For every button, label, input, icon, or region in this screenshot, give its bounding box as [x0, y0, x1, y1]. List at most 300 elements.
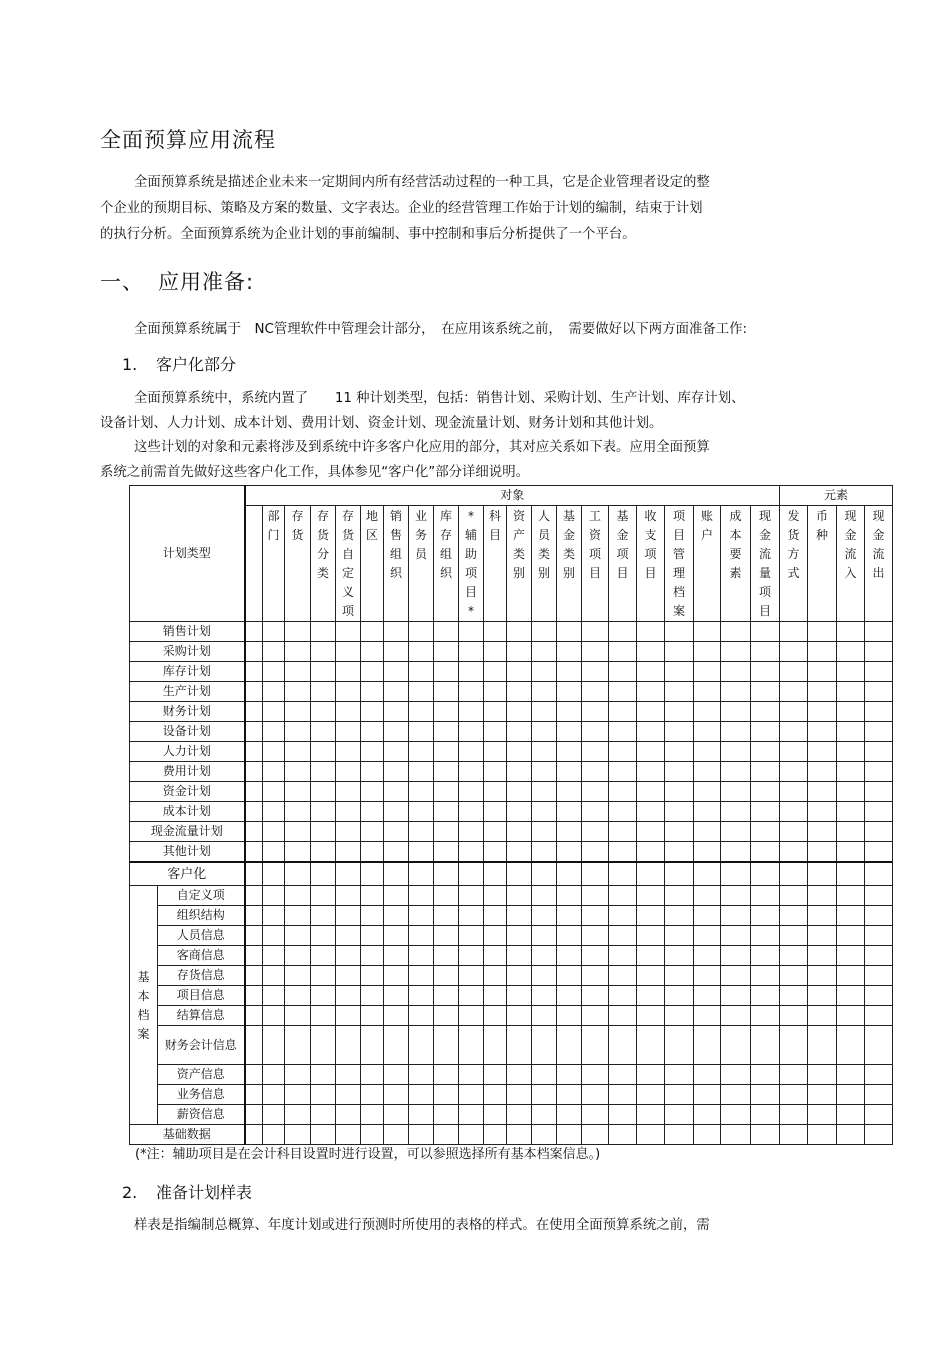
grid-cell — [609, 1006, 637, 1026]
archive-row — [130, 1105, 893, 1125]
grid-cell — [837, 966, 865, 986]
grid-cell — [434, 862, 459, 886]
grid-cell — [751, 662, 780, 682]
grid-cell — [751, 762, 780, 782]
grid-cell — [865, 802, 893, 822]
grid-cell — [694, 966, 721, 986]
grid-cell — [751, 1026, 780, 1065]
grid-cell — [582, 702, 609, 722]
grid-cell — [808, 862, 837, 886]
grid-cell — [865, 762, 893, 782]
grid-cell — [245, 722, 263, 742]
grid-cell — [484, 1125, 507, 1145]
grid-cell — [582, 1085, 609, 1105]
grid-cell — [637, 722, 665, 742]
grid-cell — [384, 722, 409, 742]
grid-cell — [507, 926, 532, 946]
grid-cell — [721, 642, 751, 662]
grid-cell — [665, 966, 694, 986]
plan-object-table — [129, 485, 893, 1145]
grid-cell — [434, 642, 459, 662]
grid-cell — [557, 762, 582, 782]
grid-cell — [780, 722, 808, 742]
grid-cell — [865, 822, 893, 842]
grid-cell — [557, 662, 582, 682]
grid-cell — [780, 842, 808, 863]
grid-cell — [865, 642, 893, 662]
grid-cell — [336, 966, 361, 986]
grid-cell — [808, 926, 837, 946]
grid-cell — [665, 1085, 694, 1105]
grid-cell — [665, 762, 694, 782]
grid-cell — [721, 1065, 751, 1085]
grid-cell — [808, 986, 837, 1006]
grid-cell — [837, 642, 865, 662]
plan-row — [130, 662, 893, 682]
grid-cell — [582, 886, 609, 906]
grid-cell — [434, 742, 459, 762]
archive-row — [130, 946, 893, 966]
grid-cell — [751, 822, 780, 842]
grid-cell — [434, 1065, 459, 1085]
grid-cell — [637, 1006, 665, 1026]
grid-cell — [865, 682, 893, 702]
grid-cell — [361, 1125, 384, 1145]
grid-cell — [285, 762, 311, 782]
grid-cell — [808, 802, 837, 822]
grid-cell — [637, 1026, 665, 1065]
grid-cell — [751, 1065, 780, 1085]
grid-cell — [245, 822, 263, 842]
grid-cell — [434, 906, 459, 926]
grid-cell — [609, 862, 637, 886]
grid-cell — [263, 862, 285, 886]
grid-cell — [484, 702, 507, 722]
grid-cell — [694, 722, 721, 742]
plan-row — [130, 682, 893, 702]
grid-cell — [751, 682, 780, 702]
grid-cell — [459, 1105, 484, 1125]
grid-cell — [665, 1026, 694, 1065]
grid-cell — [311, 986, 336, 1006]
grid-cell — [434, 926, 459, 946]
archive-row-label: 自定义项 — [158, 886, 245, 906]
grid-cell — [532, 802, 557, 822]
grid-cell — [459, 622, 484, 642]
grid-cell — [721, 946, 751, 966]
grid-cell — [245, 1105, 263, 1125]
grid-cell — [865, 966, 893, 986]
grid-cell — [459, 966, 484, 986]
grid-cell — [721, 782, 751, 802]
object-column-header: 成 本 要 素 — [721, 506, 751, 622]
grid-cell — [484, 966, 507, 986]
grid-cell — [808, 886, 837, 906]
grid-cell — [311, 702, 336, 722]
grid-cell — [409, 722, 434, 742]
grid-cell — [484, 926, 507, 946]
grid-cell — [721, 722, 751, 742]
grid-cell — [865, 1026, 893, 1065]
grid-cell — [837, 762, 865, 782]
grid-cell — [808, 1026, 837, 1065]
grid-cell — [665, 1065, 694, 1085]
grid-cell — [285, 642, 311, 662]
section-text: 全面预算系统属于 NC管理软件中管理会计部分， 在应用该系统之前， 需要做好以下两方面准备工作: — [134, 322, 748, 337]
grid-cell — [665, 822, 694, 842]
archive-row-label: 项目信息 — [158, 986, 245, 1006]
grid-cell — [532, 722, 557, 742]
grid-cell — [780, 1085, 808, 1105]
object-column-header: 资 产 类 别 — [507, 506, 532, 622]
grid-cell — [557, 926, 582, 946]
grid-cell — [837, 722, 865, 742]
grid-cell — [751, 642, 780, 662]
grid-cell — [808, 842, 837, 863]
grid-cell — [263, 742, 285, 762]
grid-cell — [865, 662, 893, 682]
grid-cell — [507, 986, 532, 1006]
grid-cell — [665, 946, 694, 966]
grid-cell — [311, 966, 336, 986]
grid-cell — [263, 842, 285, 863]
grid-cell — [285, 1105, 311, 1125]
grid-cell — [721, 1125, 751, 1145]
grid-cell — [507, 1026, 532, 1065]
grid-cell — [837, 926, 865, 946]
grid-cell — [361, 802, 384, 822]
grid-cell — [336, 682, 361, 702]
grid-cell — [665, 862, 694, 886]
grid-cell — [582, 722, 609, 742]
grid-cell — [808, 622, 837, 642]
grid-cell — [409, 1065, 434, 1085]
grid-cell — [311, 842, 336, 863]
grid-cell — [311, 642, 336, 662]
grid-cell — [263, 662, 285, 682]
page-title: 全面预算应用流程 — [100, 128, 276, 152]
grid-cell — [609, 782, 637, 802]
grid-cell — [532, 782, 557, 802]
grid-cell — [780, 662, 808, 682]
grid-cell — [751, 842, 780, 863]
plan-row — [130, 782, 893, 802]
grid-cell — [780, 702, 808, 722]
grid-cell — [532, 742, 557, 762]
archive-row-label: 薪资信息 — [158, 1105, 245, 1125]
grid-cell — [721, 1026, 751, 1065]
grid-cell — [409, 906, 434, 926]
grid-cell — [665, 802, 694, 822]
grid-cell — [637, 1065, 665, 1085]
grid-cell — [865, 1125, 893, 1145]
archive-row-label: 资产信息 — [158, 1065, 245, 1085]
grid-cell — [780, 926, 808, 946]
grid-cell — [780, 762, 808, 782]
grid-cell — [865, 1006, 893, 1026]
grid-cell — [532, 986, 557, 1006]
grid-cell — [532, 1125, 557, 1145]
grid-cell — [384, 622, 409, 642]
grid-cell — [780, 1006, 808, 1026]
grid-cell — [285, 682, 311, 702]
grid-cell — [459, 802, 484, 822]
grid-cell — [361, 742, 384, 762]
grid-cell — [609, 762, 637, 782]
grid-cell — [532, 966, 557, 986]
grid-cell — [532, 926, 557, 946]
grid-cell — [459, 1026, 484, 1065]
grid-cell — [808, 1065, 837, 1085]
grid-cell — [263, 1125, 285, 1145]
grid-cell — [434, 622, 459, 642]
grid-cell — [434, 886, 459, 906]
grid-cell — [409, 762, 434, 782]
grid-cell — [609, 906, 637, 926]
grid-cell — [245, 946, 263, 966]
grid-cell — [507, 762, 532, 782]
plan-type-header: 计划类型 — [130, 486, 245, 622]
grid-cell — [336, 1006, 361, 1026]
grid-cell — [837, 946, 865, 966]
grid-cell — [384, 1006, 409, 1026]
grid-cell — [285, 822, 311, 842]
grid-cell — [245, 782, 263, 802]
plan-row-label: 费用计划 — [130, 762, 245, 782]
intro-line: 全面预算系统是描述企业未来一定期间内所有经营活动过程的一种工具，它是企业管理者设定的整 — [134, 175, 710, 190]
grid-cell — [384, 986, 409, 1006]
grid-cell — [721, 802, 751, 822]
grid-cell — [808, 966, 837, 986]
grid-cell — [751, 722, 780, 742]
grid-cell — [751, 926, 780, 946]
grid-cell — [245, 1085, 263, 1105]
grid-cell — [532, 1105, 557, 1125]
grid-cell — [751, 1105, 780, 1125]
grid-cell — [694, 1006, 721, 1026]
grid-cell — [459, 742, 484, 762]
grid-cell — [582, 946, 609, 966]
grid-cell — [484, 1006, 507, 1026]
grid-cell — [557, 802, 582, 822]
grid-cell — [484, 1085, 507, 1105]
grid-cell — [384, 886, 409, 906]
grid-cell — [409, 682, 434, 702]
section-heading: 一、 应用准备: — [100, 270, 255, 294]
grid-cell — [780, 622, 808, 642]
object-column-header: 部 门 — [263, 506, 285, 622]
grid-cell — [780, 906, 808, 926]
grid-cell — [557, 782, 582, 802]
grid-cell — [582, 1006, 609, 1026]
grid-cell — [721, 966, 751, 986]
grid-cell — [484, 742, 507, 762]
grid-cell — [311, 762, 336, 782]
grid-cell — [637, 742, 665, 762]
archive-row — [130, 1026, 893, 1065]
base-data-label: 基础数据 — [130, 1125, 245, 1145]
grid-cell — [409, 642, 434, 662]
grid-cell — [285, 702, 311, 722]
grid-cell — [245, 862, 263, 886]
grid-cell — [582, 906, 609, 926]
grid-cell — [665, 662, 694, 682]
grid-cell — [582, 682, 609, 702]
grid-cell — [780, 986, 808, 1006]
intro-line: 个企业的预期目标、策略及方案的数量、文字表达。企业的经营管理工作始于计划的编制，结束于计划 — [100, 201, 703, 216]
grid-cell — [582, 1026, 609, 1065]
grid-cell — [532, 1065, 557, 1085]
grid-cell — [263, 1065, 285, 1085]
grid-cell — [484, 722, 507, 742]
plan-row-label: 设备计划 — [130, 722, 245, 742]
grid-cell — [609, 986, 637, 1006]
object-column-header: 基 金 项 目 — [609, 506, 637, 622]
grid-cell — [665, 722, 694, 742]
grid-cell — [285, 782, 311, 802]
grid-cell — [384, 802, 409, 822]
grid-cell — [409, 1085, 434, 1105]
grid-cell — [865, 842, 893, 863]
plan-row — [130, 702, 893, 722]
grid-cell — [245, 1006, 263, 1026]
grid-cell — [459, 822, 484, 842]
grid-cell — [557, 822, 582, 842]
grid-cell — [484, 842, 507, 863]
grid-cell — [459, 782, 484, 802]
grid-cell — [637, 926, 665, 946]
grid-cell — [409, 966, 434, 986]
grid-cell — [694, 762, 721, 782]
grid-cell — [263, 802, 285, 822]
grid-cell — [780, 742, 808, 762]
grid-cell — [285, 1026, 311, 1065]
grid-cell — [694, 642, 721, 662]
sub1-line: 系统之前需首先做好这些客户化工作，具体参见“客户化”部分详细说明。 — [100, 465, 529, 480]
object-column-header: 地 区 — [361, 506, 384, 622]
grid-cell — [694, 822, 721, 842]
grid-cell — [459, 926, 484, 946]
grid-cell — [434, 802, 459, 822]
grid-cell — [665, 782, 694, 802]
object-column-header: 销 售 组 织 — [384, 506, 409, 622]
grid-cell — [434, 986, 459, 1006]
grid-cell — [384, 822, 409, 842]
grid-cell — [837, 1085, 865, 1105]
grid-cell — [865, 906, 893, 926]
grid-cell — [336, 906, 361, 926]
grid-cell — [532, 762, 557, 782]
grid-cell — [361, 702, 384, 722]
grid-cell — [384, 1065, 409, 1085]
grid-cell — [532, 642, 557, 662]
object-column-header: 科 目 — [484, 506, 507, 622]
archive-row-label: 结算信息 — [158, 1006, 245, 1026]
grid-cell — [582, 742, 609, 762]
grid-cell — [361, 966, 384, 986]
table-note: (*注：辅助项目是在会计科目设置时进行设置，可以参照选择所有基本档案信息。) — [135, 1147, 601, 1162]
grid-cell — [263, 966, 285, 986]
grid-cell — [837, 886, 865, 906]
grid-cell — [384, 1125, 409, 1145]
grid-cell — [361, 682, 384, 702]
grid-cell — [637, 1105, 665, 1125]
grid-cell — [721, 1006, 751, 1026]
grid-cell — [582, 1125, 609, 1145]
grid-cell — [361, 1006, 384, 1026]
grid-cell — [311, 822, 336, 842]
grid-cell — [285, 1085, 311, 1105]
grid-cell — [609, 742, 637, 762]
grid-cell — [263, 762, 285, 782]
grid-cell — [557, 1006, 582, 1026]
archive-row — [130, 1006, 893, 1026]
sub2-text: 样表是指编制总概算、年度计划或进行预测时所使用的表格的样式。在使用全面预算系统之前，需 — [134, 1218, 710, 1233]
grid-cell — [263, 986, 285, 1006]
plan-row-label: 现金流量计划 — [130, 822, 245, 842]
grid-cell — [409, 886, 434, 906]
grid-cell — [507, 662, 532, 682]
grid-cell — [409, 1026, 434, 1065]
grid-cell — [721, 742, 751, 762]
grid-cell — [484, 1026, 507, 1065]
grid-cell — [311, 1065, 336, 1085]
grid-cell — [285, 906, 311, 926]
grid-cell — [459, 886, 484, 906]
grid-cell — [637, 906, 665, 926]
gap-cell — [245, 506, 263, 622]
grid-cell — [609, 946, 637, 966]
grid-cell — [694, 946, 721, 966]
subsection-heading: 1. 客户化部分 — [122, 355, 237, 374]
customize-label: 客户化 — [130, 862, 245, 886]
grid-cell — [245, 926, 263, 946]
grid-cell — [532, 822, 557, 842]
grid-cell — [361, 1026, 384, 1065]
grid-cell — [459, 1065, 484, 1085]
grid-cell — [263, 622, 285, 642]
grid-cell — [245, 966, 263, 986]
grid-cell — [694, 842, 721, 863]
grid-cell — [336, 1026, 361, 1065]
grid-cell — [361, 762, 384, 782]
grid-cell — [665, 986, 694, 1006]
grid-cell — [751, 782, 780, 802]
grid-cell — [694, 662, 721, 682]
grid-cell — [837, 822, 865, 842]
plan-row-label: 其他计划 — [130, 842, 245, 863]
grid-cell — [837, 862, 865, 886]
grid-cell — [865, 1105, 893, 1125]
grid-cell — [263, 702, 285, 722]
grid-cell — [336, 662, 361, 682]
grid-cell — [609, 1105, 637, 1125]
grid-cell — [780, 946, 808, 966]
object-column-header: 人 员 类 别 — [532, 506, 557, 622]
grid-cell — [557, 886, 582, 906]
grid-cell — [507, 946, 532, 966]
archive-row — [130, 886, 893, 906]
object-column-header: 基 金 类 别 — [557, 506, 582, 622]
grid-cell — [285, 926, 311, 946]
grid-cell — [245, 682, 263, 702]
grid-cell — [361, 722, 384, 742]
grid-cell — [694, 1105, 721, 1125]
grid-cell — [434, 822, 459, 842]
grid-cell — [285, 1065, 311, 1085]
grid-cell — [865, 986, 893, 1006]
grid-cell — [434, 782, 459, 802]
